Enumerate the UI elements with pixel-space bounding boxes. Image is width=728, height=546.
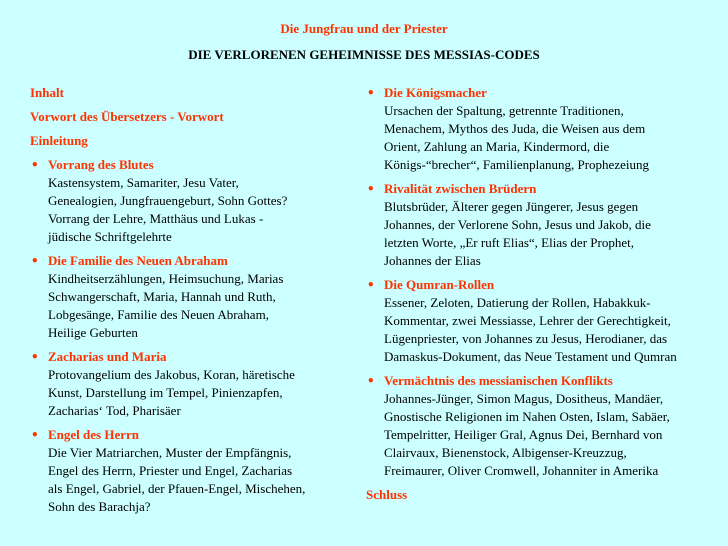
bullet-icon: • xyxy=(367,374,375,388)
chapter-title: Engel des Herrn xyxy=(48,427,139,442)
bullet-icon: • xyxy=(31,428,39,442)
chapter-title: Vorrang des Blutes xyxy=(48,157,154,172)
chapter-title: Die Königsmacher xyxy=(384,85,487,100)
chapter-description: Die Vier Matriarchen, Muster der Empfängnis, Engel des Herrn, Priester und Engel, Zacharias als Engel, Gabriel, der Pfauen-Engel, Mischehen, Sohn des Barachja? xyxy=(48,445,306,514)
toc-chapter xyxy=(366,276,721,366)
document-title: Die Jungfrau und der Priester xyxy=(280,21,448,36)
chapter-title: Vermächtnis des messianischen Konflikts xyxy=(384,373,613,388)
bullet-icon: • xyxy=(31,158,39,172)
chapter-title: Zacharias und Maria xyxy=(48,349,167,364)
bullet-icon: • xyxy=(31,350,39,364)
toc-chapter xyxy=(30,156,350,246)
bullet-icon: • xyxy=(31,254,39,268)
chapter-title: Rivalität zwischen Brüdern xyxy=(384,181,537,196)
document-subtitle: DIE VERLORENEN GEHEIMNISSE DES MESSIAS-CODES xyxy=(188,47,540,62)
chapter-description: Blutsbrüder, Älterer gegen Jüngerer, Jesus gegen Johannes, der Verlorene Sohn, Jesus und Jakob, die letzten Worte, „Er ruft Elias“, Elias der Prophet, Johannes der Elias xyxy=(384,199,651,268)
chapter-description: Kindheitserzählungen, Heimsuchung, Marias Schwangerschaft, Maria, Hannah und Ruth, Lobgesänge, Familie des Neuen Abraham, Heilige Geburten xyxy=(48,271,284,340)
chapter-description: Johannes-Jünger, Simon Magus, Dositheus, Mandäer, Gnostische Religionen im Nahen Osten, Islam, Sabäer, Tempelritter, Heiliger Gral, Agnus Dei, Bernhard von Clairvaux, Bienenstock, Albigenser-Kreuzzug, Freimaurer, Oliver Cromwell, Johanniter in Amerika xyxy=(384,391,670,478)
chapter-description: Ursachen der Spaltung, getrennte Traditionen, Menachem, Mythos des Juda, die Weisen aus dem Orient, Zahlung an Maria, Kindermord, die Königs-“brecher“, Familienplanung, Prophezeiung xyxy=(384,103,649,172)
bullet-icon: • xyxy=(367,278,375,292)
chapter-description: Kastensystem, Samariter, Jesu Vater, Genealogien, Jungfrauengeburt, Sohn Gottes? Vorrang der Lehre, Matthäus und Lukas - jüdische Schriftgelehrte xyxy=(48,175,288,244)
chapter-description: Protovangelium des Jakobus, Koran, häretische Kunst, Darstellung im Tempel, Pinienzapfen, Zacharias‘ Tod, Pharisäer xyxy=(48,367,295,418)
toc-chapter xyxy=(30,348,350,420)
toc-chapter xyxy=(30,426,350,516)
toc-right-column xyxy=(366,84,721,510)
chapter-title: Die Qumran-Rollen xyxy=(384,277,495,292)
toc-left-column xyxy=(30,84,350,522)
toc-chapter xyxy=(366,372,721,480)
bullet-icon: • xyxy=(367,86,375,100)
toc-heading-inhalt: Inhalt xyxy=(30,85,64,100)
toc-entry-schluss: Schluss xyxy=(366,487,408,502)
toc-entry-einleitung: Einleitung xyxy=(30,133,88,148)
bullet-icon: • xyxy=(367,182,375,196)
chapter-description: Essener, Zeloten, Datierung der Rollen, Habakkuk- Kommentar, zwei Messiasse, Lehrer der Gerechtigkeit, Lügenpriester, von Johannes zu Jesus, Herodianer, das Damaskus-Dokument, das Neue Testament und Qumran xyxy=(384,295,677,364)
toc-chapter xyxy=(366,84,721,174)
toc-chapter xyxy=(366,180,721,270)
toc-chapter xyxy=(30,252,350,342)
chapter-title: Die Familie des Neuen Abraham xyxy=(48,253,228,268)
toc-entry-vorwort: Vorwort des Übersetzers - Vorwort xyxy=(30,109,224,124)
